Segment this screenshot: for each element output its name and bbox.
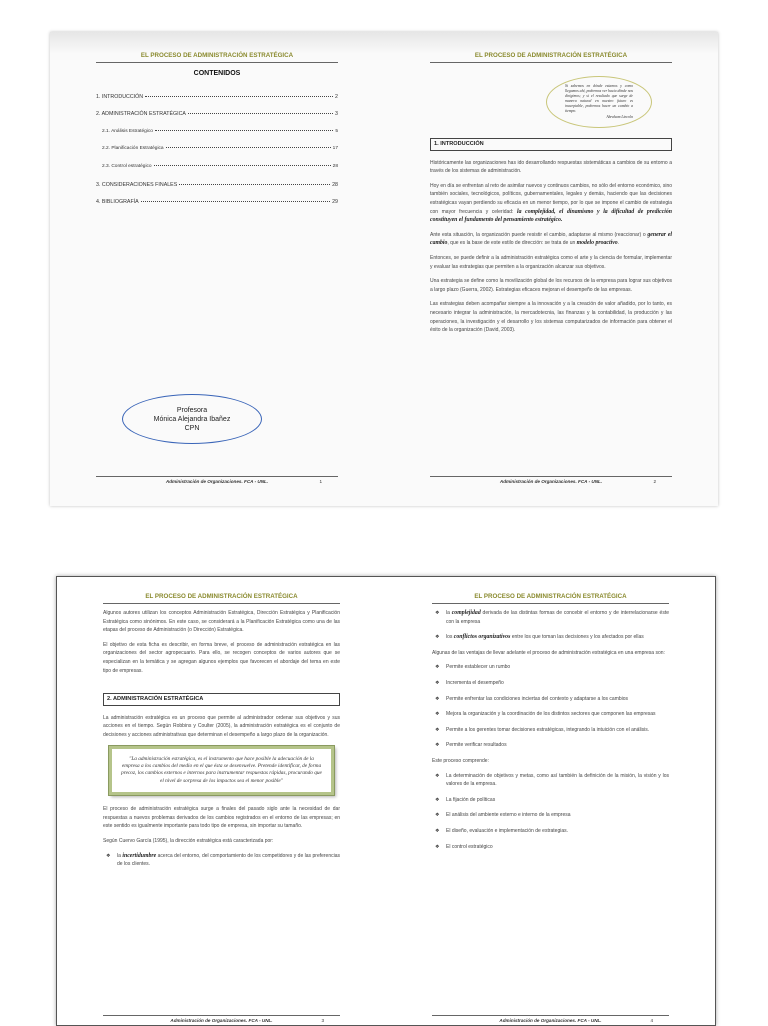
- list-item: [432, 827, 669, 836]
- list-item-text: Incrementa el desempeño: [446, 679, 504, 686]
- list-item-text: Permite a los gerentes tomar decisiones estratégicas, integrando la intuición con el análisis.: [446, 726, 650, 733]
- diamond-bullet-icon: ❖: [435, 664, 440, 671]
- quote-author: Abraham Lincoln: [606, 115, 633, 119]
- emphasis-text: incertidumbre: [122, 852, 157, 859]
- list-item-text: la: [446, 610, 450, 616]
- page-4: [386, 577, 715, 1025]
- quote-text: Si sabemos en dónde estamos y como llegamos ahí, podremos ver hacia dónde nos dirigimos; y si el resultado que surge de manera natural en nuestro futuro es inaceptable, podremos hacer un cambio a tiempo.: [565, 84, 633, 113]
- section-heading: 2. ADMINISTRACIÓN ESTRATÉGICA: [103, 693, 340, 706]
- page-footer: [430, 476, 672, 484]
- list-item-text: Permite enfrentar las condiciones inciertas del contexto y adaptarse a los cambios: [446, 695, 629, 702]
- page-3: [57, 577, 386, 1025]
- list-item: [432, 679, 669, 688]
- advantages-list: [432, 663, 669, 750]
- emphasis-text: modelo proactivo: [576, 240, 618, 247]
- list-item: [432, 811, 669, 820]
- list-item: [432, 633, 669, 642]
- page-footer: [103, 1015, 340, 1023]
- toc-leader: [155, 130, 333, 131]
- toc-title: CONTENIDOS: [193, 70, 241, 77]
- paragraph-text: Ante esta situación, la organización puede resistir el cambio, adaptarse al mismo (reaccionar) o: [430, 231, 646, 238]
- paragraph: Históricamente las organizaciones has ido desarrollando respuestas sistemáticas a cambios de su entorno a través de los sistemas de administración.: [430, 159, 672, 175]
- section-heading: 1. INTRODUCCIÓN: [430, 138, 672, 151]
- diamond-bullet-icon: ❖: [435, 796, 440, 803]
- page-number: 4: [650, 1018, 653, 1023]
- diamond-bullet-icon: ❖: [435, 742, 440, 749]
- toc-leader: [154, 165, 331, 166]
- framed-quote: "La administración estratégica, es el instrumento que hace posible la adecuación de la empresa a los cambios del medio en el que ésta se desenvuelve. Pretende identificar, de forma precoz, los cambios externos e internos para instrumentar respuestas rápidas, procurando que el nivel de sorpresa de los impactos sea el menor posible": [109, 746, 334, 796]
- paragraph-text: Hoy en día se enfrentan al reto de asimilar nuevos y continuos cambios, no sólo del entorno económico, sino también sociales, tecnológicos, políticos, gubernamentales, legales y demás, haciendo que las decisiones estratégicas vayan perdiendo su eficacia en un menor tiempo, por lo que se impone el cambio de estrategia con mayor frecuencia y celeridad:: [430, 182, 672, 215]
- toc-entry-label: 2.3. Control estratégico: [102, 163, 152, 169]
- list-item-text: Mejora la organización y la coordinación de los distintos sectores que componen las empresas: [446, 711, 656, 718]
- toc-entry-page: 2: [335, 93, 338, 100]
- diamond-bullet-icon: ❖: [106, 852, 111, 859]
- toc-leader: [188, 113, 333, 114]
- toc-entry-label: 2.1. Análisis Estratégico: [102, 128, 153, 134]
- list-item: [432, 695, 669, 704]
- list-item: [432, 726, 669, 735]
- toc-entry[interactable]: [96, 93, 338, 102]
- toc-entry-page: 28: [332, 181, 338, 188]
- list-item-text: los: [446, 634, 453, 641]
- page-number: 1: [319, 479, 322, 484]
- toc-entry-page: 17: [332, 146, 338, 152]
- bullet-list: [103, 852, 340, 869]
- paragraph: Una estrategia se define como la movilización global de los recursos de la empresa para lograr sus objetivos a largo plazo (Guerra, 2002). Estrategias eficaces mejoran el desempeño de las empresas.: [430, 278, 672, 293]
- list-item: [432, 843, 669, 852]
- diamond-bullet-icon: ❖: [435, 679, 440, 686]
- toc-entry[interactable]: [96, 181, 338, 190]
- paragraph: [430, 231, 672, 248]
- page-body: [96, 70, 338, 216]
- list-item: [103, 852, 340, 869]
- list-item: [432, 796, 669, 805]
- diamond-bullet-icon: ❖: [435, 695, 440, 702]
- professor-degree: CPN: [184, 424, 200, 432]
- list-item: [432, 741, 669, 750]
- paragraph: El objetivo de esta ficha es describir, en forma breve, el proceso de administración estratégica en las organizaciones del sector agropecuario. Para ello, se recogen conceptos de varios autores que se especializan en la temática y se agregan algunos ejemplos que favorecen el abordaje del tema en este tipo de empresas.: [103, 641, 340, 674]
- toc-entry-label: 2.2. Planificación Estratégica: [102, 146, 164, 152]
- list-item: [432, 609, 669, 626]
- page-footer: [432, 1015, 669, 1023]
- diamond-bullet-icon: ❖: [435, 827, 440, 834]
- toc-entry-page: 3: [335, 111, 338, 118]
- emphasis-text: generar el cambio: [430, 231, 673, 247]
- page-header: EL PROCESO DE ADMINISTRACIÓN ESTRATÉGICA: [432, 593, 669, 604]
- page-header: EL PROCESO DE ADMINISTRACIÓN ESTRATÉGICA: [103, 593, 340, 604]
- toc-entry-label: 4. BIBLIOGRAFÍA: [96, 199, 139, 206]
- diamond-bullet-icon: ❖: [435, 812, 440, 819]
- professor-oval: [122, 394, 262, 444]
- lincoln-quote-oval: [546, 76, 652, 128]
- list-item-text: derivada de las distintas formas de concebir el entorno y de interrelacionarse éste con la empresa: [446, 610, 669, 625]
- document-spread-2: [56, 576, 716, 1026]
- paragraph: Las estrategias deben acompañar siempre a la innovación y a la creación de valor añadido, por lo tanto, es necesario integrar la administración, la mercadotecnia, las finanzas y la contabilidad, la producción y las operaciones, la investigación y el desarrollo y los sistemas computarizados de información para obtener el éxito de la organización (David, 2003).: [430, 301, 672, 334]
- page-header: EL PROCESO DE ADMINISTRACIÓN ESTRATÉGICA: [96, 52, 338, 63]
- list-item: [432, 710, 669, 719]
- list-item: [432, 772, 669, 789]
- list-item-text: Permite establecer un rumbo: [446, 664, 511, 671]
- toc-entry-page: 28: [332, 163, 338, 169]
- page-body: [430, 138, 672, 341]
- list-item-text: Permite verificar resultados: [446, 742, 507, 749]
- toc-entry-label: 1. INTRODUCCIÓN: [96, 93, 144, 100]
- paragraph: Entonces, se puede definir a la administración estratégica como el arte y la ciencia de formular, implementar y evaluar las estrategias que permiten a la organización alcanzar sus objetivos.: [430, 254, 672, 270]
- footer-text: Administración de Organizaciones. FCA - UNL.: [165, 479, 269, 484]
- list-item-text: El diseño, evaluación e implementación de estrategias.: [446, 827, 569, 834]
- footer-text: Administración de Organizaciones. FCA - UNL.: [499, 1018, 602, 1023]
- professor-name: Mónica Alejandra Ibañez: [153, 415, 231, 423]
- toc-entry-page: 5: [335, 128, 338, 134]
- diamond-bullet-icon: ❖: [435, 610, 440, 616]
- list-item: [432, 663, 669, 672]
- paragraph: Algunos autores utilizan los conceptos Administración Estratégica, Dirección Estratégica y Planificación Estratégica como sinónimos. En este caso, se considerará a la Planificación Estratégica como una de las etapas del proceso de Administración (o Dirección) Estratégica.: [103, 610, 340, 634]
- list-item-text: El análisis del ambiente externo e interno de la empresa: [446, 812, 571, 819]
- process-list: [432, 772, 669, 852]
- page-header: EL PROCESO DE ADMINISTRACIÓN ESTRATÉGICA: [430, 52, 672, 63]
- diamond-bullet-icon: ❖: [435, 711, 440, 718]
- page-2: [384, 32, 718, 506]
- page-footer: [96, 476, 338, 484]
- paragraph: [430, 182, 672, 225]
- toc-entry[interactable]: [96, 145, 338, 154]
- toc-entry-page: 29: [332, 199, 338, 206]
- list-item-text: La determinación de objetivos y metas, como así también la definición de la misión, la visión y los valores de la empresa.: [446, 772, 669, 788]
- bullet-list: [432, 609, 669, 642]
- paragraph: Este proceso comprende:: [432, 757, 489, 764]
- list-item-text: El control estratégico: [446, 843, 493, 850]
- emphasis-text: conflictos organizativos: [453, 634, 511, 641]
- page-1: [50, 32, 384, 506]
- list-item-text: La fijación de políticas: [446, 796, 496, 803]
- toc-leader: [166, 147, 331, 148]
- paragraph-text: , que es la base de este estilo de dirección: se trata de un: [447, 240, 576, 247]
- toc-entry-label: 3. CONSIDERACIONES FINALES: [96, 181, 178, 188]
- diamond-bullet-icon: ❖: [435, 772, 440, 779]
- paragraph: Algunas de las ventajas de llevar adelante el proceso de administración estratégica en una empresa son:: [432, 649, 665, 656]
- toc-entry[interactable]: [96, 163, 338, 172]
- diamond-bullet-icon: ❖: [435, 843, 440, 850]
- page-body: [103, 609, 340, 876]
- toc-leader: [179, 184, 330, 185]
- paragraph-text: .: [617, 240, 620, 247]
- toc-leader: [145, 96, 333, 97]
- emphasis-text: complejidad: [451, 610, 481, 616]
- list-item-text: entre los que toman las decisiones y los afectados por ellas: [511, 634, 644, 641]
- list-item-text: la: [117, 852, 121, 859]
- list-item-text: acerca del entorno, del comportamiento de los competidores y de las preferencias de los clientes.: [117, 852, 341, 868]
- paragraph: La administración estratégica es un proceso que permite al administrador ordenar sus objetivos y sus acciones en el tiempo. Según Robbins y Coulter (2005), la administración estratégica es el conjunto de decisiones y acciones administrativas que determinan el desempeño a largo plazo de la organización.: [103, 714, 340, 738]
- paragraph: Según Cuervo García (1995), la dirección estratégica está caracterizada por:: [103, 837, 274, 844]
- paragraph: El proceso de administración estratégica surge a finales del pasado siglo ante la necesidad de dar respuestas a nuevos problemas derivados de los cambios registrados en el entorno de las empresas; en este sentido es igualmente importante para todo tipo de empresa, sin importar su tamaño.: [103, 806, 340, 830]
- diamond-bullet-icon: ❖: [435, 634, 440, 641]
- toc-entry[interactable]: [96, 110, 338, 119]
- toc-entry[interactable]: [96, 198, 338, 207]
- professor-title: Profesora: [176, 406, 208, 414]
- page-number: 2: [653, 479, 656, 484]
- emphasis-text: la complejidad, el dinamismo y la dificultad de predicción constituyen el fundamento del pensamiento estratégico.: [430, 208, 672, 224]
- toc-entry[interactable]: [96, 128, 338, 137]
- toc-leader: [141, 201, 330, 202]
- page-body: [432, 609, 669, 858]
- footer-text: Administración de Organizaciones. FCA - UNL.: [499, 479, 603, 484]
- page-number: 3: [321, 1018, 324, 1023]
- footer-text: Administración de Organizaciones. FCA - UNL.: [170, 1018, 273, 1023]
- toc-entry-label: 2. ADMINISTRACIÓN ESTRATÉGICA: [96, 111, 186, 118]
- diamond-bullet-icon: ❖: [435, 726, 440, 733]
- document-spread-1: [50, 32, 718, 506]
